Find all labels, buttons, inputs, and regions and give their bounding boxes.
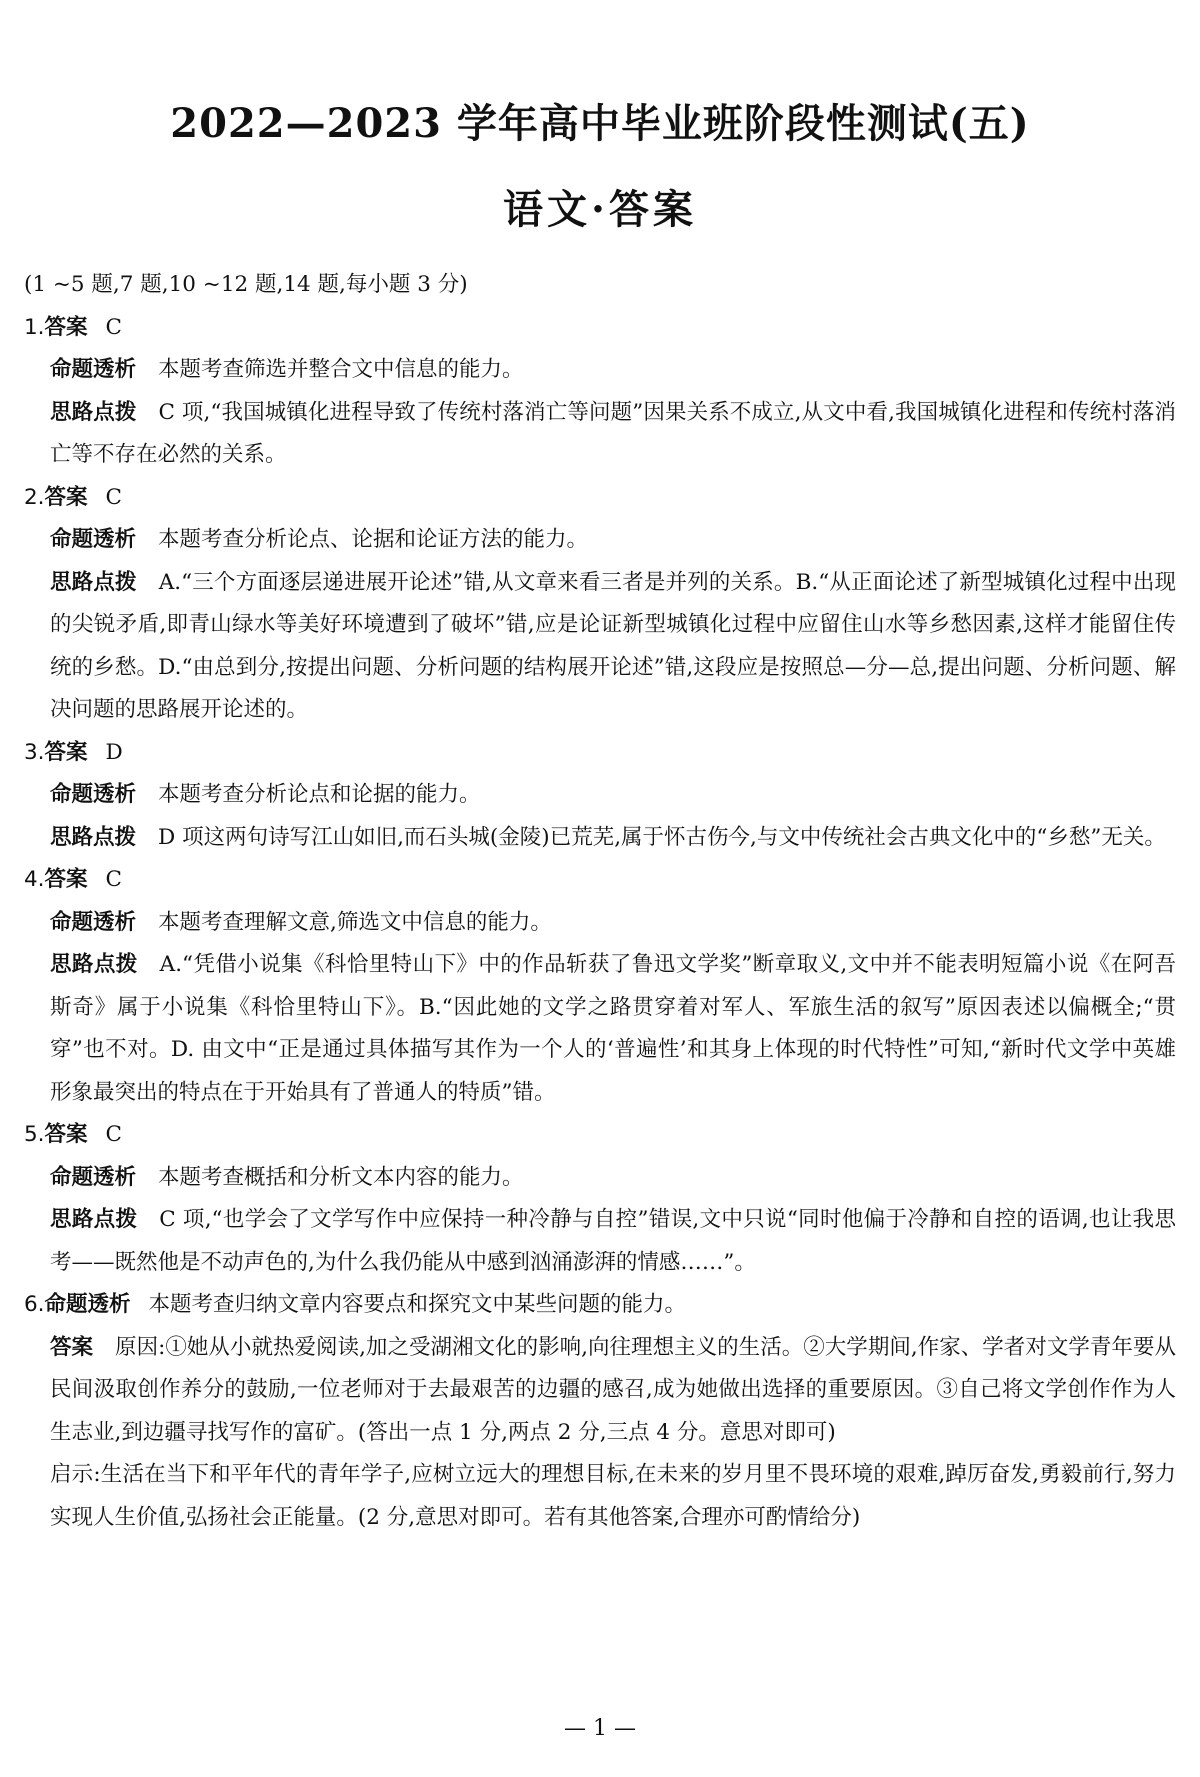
analysis-text: 本题考查归纳文章内容要点和探究文中某些问题的能力。 [148,1292,687,1317]
analysis-label: 命题透析 [50,357,137,382]
question-number: 1. [24,314,45,340]
question-header [24,1284,1176,1327]
question-number: 3. [24,739,45,765]
question-item [24,732,1176,860]
analysis-label: 命题透析 [44,1292,131,1317]
answer-label: 答案 [44,1122,88,1147]
question-header [24,1114,1176,1157]
hint-line [50,562,1176,732]
answer-value: C [105,484,122,510]
question-body [50,1157,1176,1285]
question-number: 2. [24,484,45,510]
analysis-label: 命题透析 [50,527,137,552]
hint-text: A.“三个方面逐层递进展开论述”错,从文章来看三者是并列的关系。B.“从正面论述了新型城镇化过程中出现的尖锐矛盾,即青山绿水等美好环境遭到了破坏”错,应是论证新型城镇化过程中应留住山水等乡愁因素,这样才能留住传统的乡愁。D.“由总到分,按提出问题、分析问题的结构展开论述”错,这段应是按照总—分—总,提出问题、分析问题、解决问题的思路展开论述的。 [50,569,1176,722]
hint-text: D 项这两句诗写江山如旧,而石头城(金陵)已荒芜,属于怀古伤今,与文中传统社会古典文化中的“乡愁”无关。 [158,824,1166,850]
document-title: 2022—2023 学年高中毕业班阶段性测试(五) [170,100,1030,147]
question-header [24,477,1176,520]
hint-line [50,392,1176,477]
scoring-note: (1 ~5 题,7 题,10 ~12 题,14 题,每小题 3 分) [24,272,468,297]
hint-line [50,1199,1176,1284]
hint-line [50,944,1176,1114]
answer-content [24,264,1176,1539]
question-body [50,519,1176,732]
question-item [24,1284,1176,1539]
analysis-line [50,519,1176,562]
hint-text: C 项,“也学会了文学写作中应保持一种冷静与自控”错误,文中只说“同时他偏于冷静和自控的语调,也让我思考——既然他是不动声色的,为什么我仍能从中感到汹涌澎湃的情感……”。 [50,1207,1176,1275]
question-number: 4. [24,867,45,892]
page-number: — 1 — [564,1716,636,1741]
analysis-text: 本题考查分析论点和论据的能力。 [158,782,481,807]
answer-label: 答案 [44,739,88,765]
question-item [24,307,1176,477]
analysis-text: 本题考查理解文意,筛选文中信息的能力。 [158,909,552,935]
hint-line [50,817,1176,860]
analysis-line [50,902,1176,945]
hint-label: 思路点拨 [50,824,137,850]
document-subtitle: 语文·答案 [503,186,697,233]
answer-label: 答案 [44,484,88,510]
question-number: 5. [24,1122,45,1147]
analysis-line [50,349,1176,392]
hint-text: A.“凭借小说集《科恰里特山下》中的作品斩获了鲁迅文学奖”断章取义,文中并不能表明短篇小说《在阿吾斯奇》属于小说集《科恰里特山下》。B.“因此她的文学之路贯穿着对军人、军旅生活的叙写”原因表述以偏概全;“贯穿”也不对。D. 由文中“正是通过具体描写其作为一个人的‘普遍性’和其身上体现的时代特性”可知,“新时代文学中英雄形象最突出的特点在于开始具有了普通人的特质”错。 [50,952,1176,1105]
question-body [50,774,1176,859]
hint-label: 思路点拨 [50,399,137,425]
hint-text: C 项,“我国城镇化进程导致了传统村落消亡等问题”因果关系不成立,从文中看,我国城镇化进程和传统村落消亡等不存在必然的关系。 [50,399,1176,467]
answer-value: C [105,1122,122,1147]
answer-value: C [105,867,122,892]
analysis-label: 命题透析 [50,782,137,807]
hint-label: 思路点拨 [50,1207,138,1232]
question-header [24,732,1176,775]
question-item [24,477,1176,732]
analysis-text: 本题考查分析论点、论据和论证方法的能力。 [158,527,589,552]
answer-value: D [105,739,123,765]
analysis-text: 本题考查筛选并整合文中信息的能力。 [158,357,524,382]
question-body [50,349,1176,477]
question-header [24,307,1176,350]
answer-label: 答案 [44,314,88,340]
answer-label: 答案 [44,867,88,892]
question-body [50,902,1176,1115]
question-header [24,859,1176,902]
question-body [50,1327,1176,1540]
analysis-label: 命题透析 [50,1164,137,1190]
hint-label: 思路点拨 [50,952,138,977]
question-item [24,1114,1176,1284]
answer-label: 答案 [50,1334,94,1360]
analysis-label: 命题透析 [50,909,137,935]
question-item [24,859,1176,1114]
answer-line [50,1327,1176,1455]
answer-text: 原因:①她从小就热爱阅读,加之受湖湘文化的影响,向往理想主义的生活。②大学期间,作家、学者对文学青年要从民间汲取创作养分的鼓励,一位老师对于去最艰苦的边疆的感召,成为她做出选择的重要原因。③自己将文学创作作为人生志业,到边疆寻找写作的富矿。(答出一点 1 分,两点 2 分,三点 4 分。意思对即可) [50,1334,1176,1445]
answer-value: C [105,314,122,340]
analysis-line [50,1157,1176,1200]
question-number: 6. [24,1292,45,1317]
hint-label: 思路点拨 [50,569,137,595]
analysis-text: 本题考查概括和分析文本内容的能力。 [158,1164,524,1190]
insight-line: 启示:生活在当下和平年代的青年学子,应树立远大的理想目标,在未来的岁月里不畏环境的艰难,踔厉奋发,勇毅前行,努力实现人生价值,弘扬社会正能量。(2 分,意思对即可。若有其他答案,合理亦可酌情给分) [50,1462,1176,1530]
analysis-line [50,774,1176,817]
